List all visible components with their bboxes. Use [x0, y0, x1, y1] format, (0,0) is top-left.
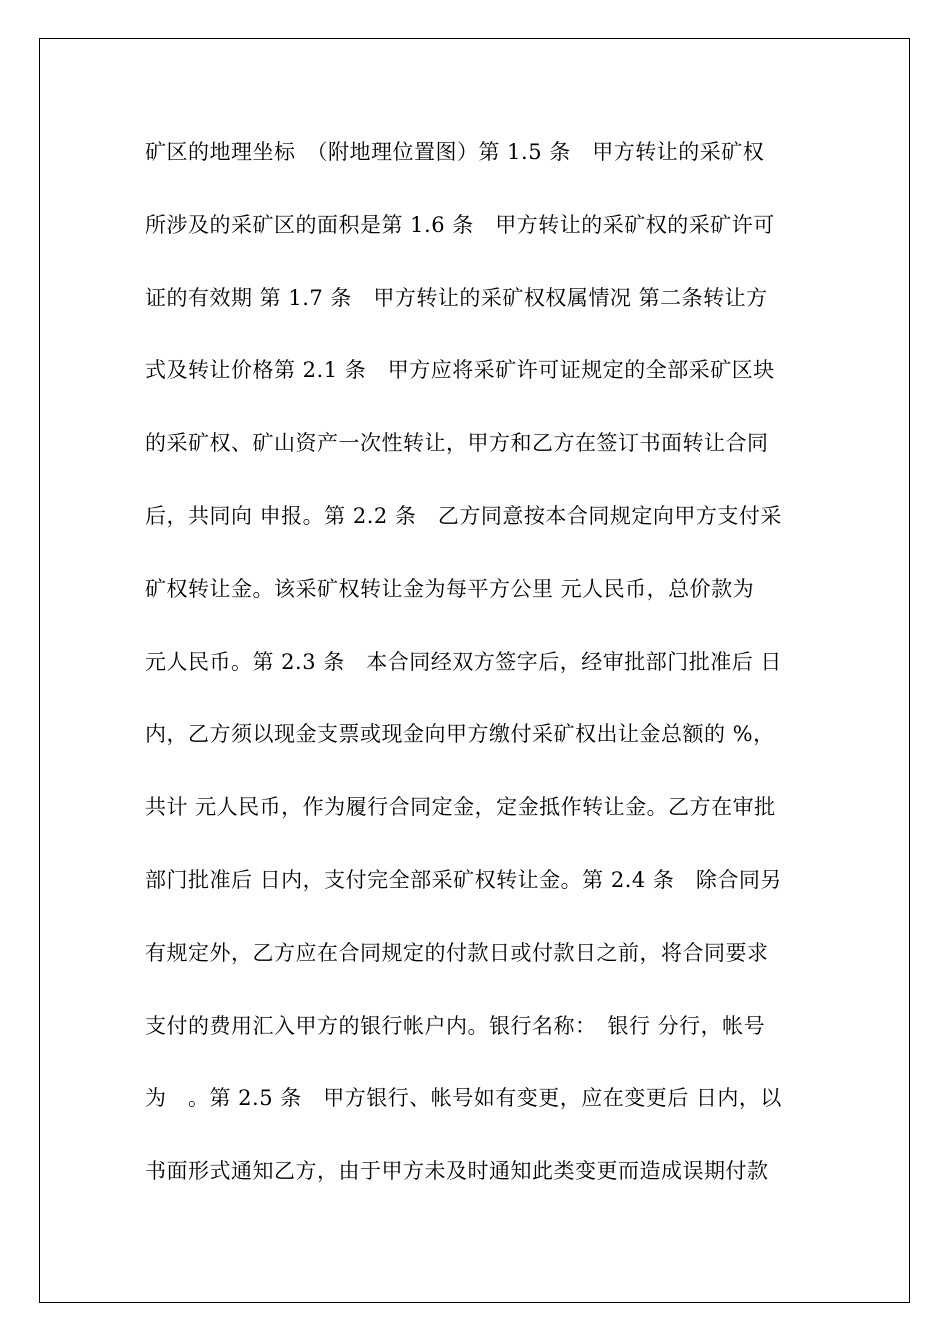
text-line: 式及转让价格第 2.1 条 甲方应将采矿许可证规定的全部采矿区块 — [145, 358, 775, 383]
text-line: 有规定外，乙方应在合同规定的付款日或付款日之前，将合同要求 — [145, 940, 769, 965]
text-line: 共计 元人民币，作为履行合同定金，定金抵作转让金。乙方在审批 — [145, 795, 776, 820]
contract-body-text — [145, 126, 825, 1218]
text-line: 证的有效期 第 1.7 条 甲方转让的采矿权权属情况 第二条转让方 — [145, 285, 768, 310]
text-line: 内，乙方须以现金支票或现金向甲方缴付采矿权出让金总额的 %， — [145, 722, 775, 747]
text-line: 的采矿权、矿山资产一次性转让，甲方和乙方在签订书面转让合同 — [145, 431, 769, 456]
text-line: 后，共同向 申报。第 2.2 条 乙方同意按本合同规定向甲方支付采 — [145, 503, 782, 528]
text-line: 矿区的地理坐标 （附地理位置图）第 1.5 条 甲方转让的采矿权 — [145, 140, 765, 164]
text-line: 所涉及的采矿区的面积是第 1.6 条 甲方转让的采矿权的采矿许可 — [145, 212, 775, 237]
text-line: 部门批准后 日内，支付完全部采矿权转让金。第 2.4 条 除合同另 — [145, 867, 782, 892]
text-line: 支付的费用汇入甲方的银行帐户内。银行名称： 银行 分行，帐号 — [145, 1013, 766, 1038]
text-line: 书面形式通知乙方，由于甲方未及时通知此类变更而造成误期付款 — [145, 1159, 769, 1184]
text-line: 为 。第 2.5 条 甲方银行、帐号如有变更，应在变更后 日内，以 — [145, 1086, 782, 1111]
text-line: 矿权转让金。该采矿权转让金为每平方公里 元人民币，总价款为 — [145, 576, 755, 601]
text-line: 元人民币。第 2.3 条 本合同经双方签字后，经审批部门批准后 日 — [145, 649, 782, 674]
